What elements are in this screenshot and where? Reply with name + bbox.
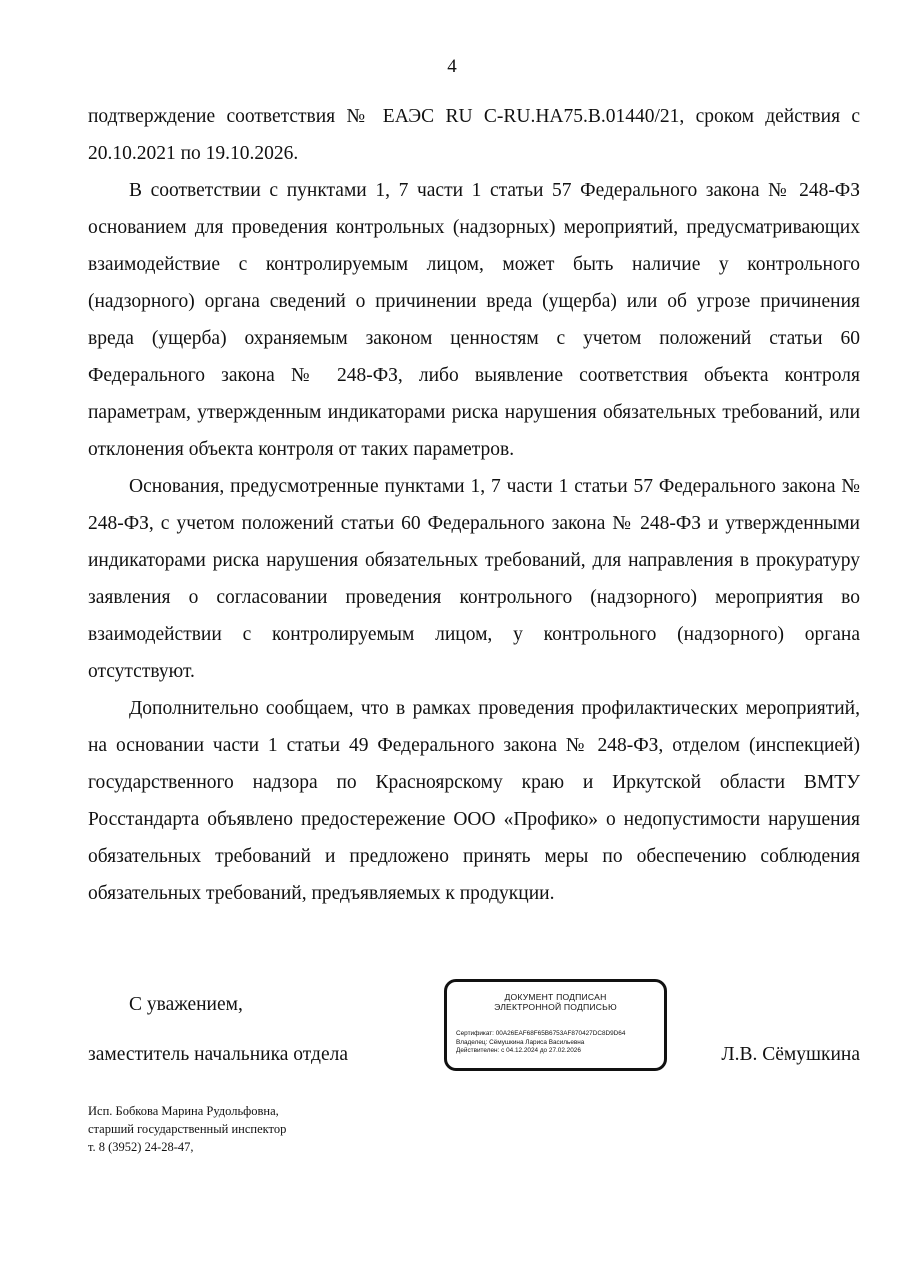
page-number: 4 — [447, 56, 457, 77]
stamp-details — [456, 1030, 625, 1056]
paragraph-warning: Дополнительно сообщаем, что в рамках проведения профилактических мероприятий, на основании части 1 статьи 49 Федерального закона № 248-ФЗ, отделом (инспекцией) государственного надзора по Красноярскому краю и Иркутской области ВМТУ Росстандарта объявлено предостережение ООО «Профико» о недопустимости нарушения обязательных требований и предложено принять меры по обеспечению соблюдения обязательных требований, предъявляемых к продукции. — [88, 698, 860, 904]
executor-position: старший государственный инспектор — [88, 1122, 287, 1136]
paragraph-absence-of-grounds: Основания, предусмотренные пунктами 1, 7 части 1 статьи 57 Федерального закона № 248-ФЗ, с учетом положений статьи 60 Федерального закона № 248-ФЗ и утвержденными индикаторами риска нарушения обязательных требований, для направления в прокуратуру заявления о согласовании проведения контрольного (надзорного) мероприятия во взаимодействии с контролируемым лицом, у контрольного (надзорного) органа отсутствуют. — [88, 476, 860, 682]
stamp-title — [447, 992, 664, 1012]
stamp-title-line-2: ЭЛЕКТРОННОЙ ПОДПИСЬЮ — [494, 1002, 617, 1012]
executor-name: Исп. Бобкова Марина Рудольфовна, — [88, 1104, 279, 1118]
executor-info — [88, 1102, 286, 1156]
executor-phone: т. 8 (3952) 24-28-47, — [88, 1140, 194, 1154]
electronic-signature-stamp — [444, 979, 667, 1071]
stamp-validity: Действителен: с 04.12.2024 до 27.02.2026 — [456, 1047, 581, 1054]
paragraph-grounds: В соответствии с пунктами 1, 7 части 1 статьи 57 Федерального закона № 248-ФЗ основанием для проведения контрольных (надзорных) мероприятий, предусматривающих взаимодействие с контролируемым лицом, может быть наличие у контрольного (надзорного) органа сведений о причинении вреда (ущерба) или об угрозе причинения вреда (ущерба) охраняемым законом ценностям с учетом положений статьи 60 Федерального закона № 248-ФЗ, либо выявление соответствия объекта контроля параметрам, утвержденным индикаторами риска нарушения обязательных требований, или отклонения объекта контроля от таких параметров. — [88, 180, 860, 460]
signer-name: Л.В. Сёмушкина — [721, 1044, 860, 1065]
closing-greeting: С уважением, — [129, 994, 243, 1015]
signer-position: заместитель начальника отдела — [88, 1044, 348, 1065]
stamp-certificate: Сертификат: 00A26EAF68F65B6753AF870427DC8D9D64 — [456, 1030, 626, 1037]
stamp-owner: Владелец: Сёмушкина Лариса Васильевна — [456, 1038, 585, 1046]
stamp-title-line-1: ДОКУМЕНТ ПОДПИСАН — [504, 992, 607, 1002]
paragraph-certificate: подтверждение соответствия № ЕАЭС RU C-RU.HA75.B.01440/21, сроком действия с 20.10.2021 по 19.10.2026. — [88, 106, 860, 164]
letter-body — [88, 98, 860, 912]
